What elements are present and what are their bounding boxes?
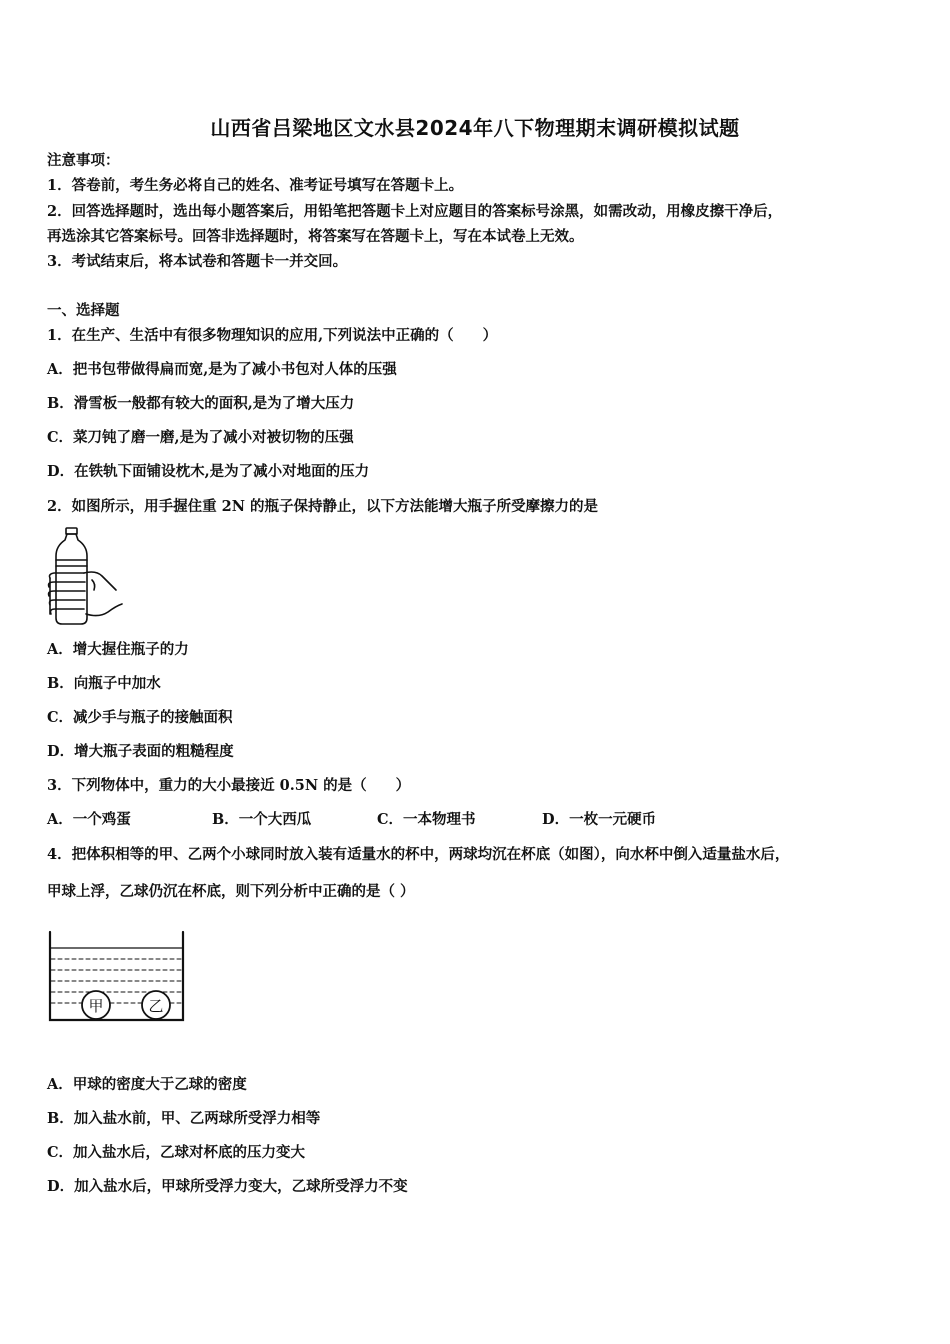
q3-stem: 3．下列物体中，重力的大小最接近 0.5N 的是（ ） bbox=[47, 777, 411, 794]
q3-option-d: D．一枚一元硬币 bbox=[542, 811, 657, 828]
q4-stem-line-2: 甲球上浮，乙球仍沉在杯底，则下列分析中正确的是（ ） bbox=[47, 883, 415, 900]
notice-heading: 注意事项： bbox=[47, 152, 120, 169]
q4-option-d: D．加入盐水后，甲球所受浮力变大，乙球所受浮力不变 bbox=[47, 1178, 408, 1195]
notice-item-2: 2．回答选择题时，选出每小题答案后，用铅笔把答题卡上对应题目的答案标号涂黑，如需改动，用橡皮擦干净后， bbox=[47, 203, 783, 220]
q3-option-c: C．一本物理书 bbox=[377, 811, 476, 828]
q1-option-d: D．在铁轨下面铺设枕木,是为了减小对地面的压力 bbox=[47, 463, 370, 480]
q2-option-b: B．向瓶子中加水 bbox=[47, 675, 161, 692]
q1-option-a: A．把书包带做得扁而宽,是为了减小书包对人体的压强 bbox=[47, 361, 397, 378]
exam-title: 山西省吕梁地区文水县2024年八下物理期末调研模拟试题 bbox=[210, 116, 740, 140]
q1-option-c: C．菜刀钝了磨一磨,是为了减小对被切物的压强 bbox=[47, 429, 354, 446]
q4-option-b: B．加入盐水前，甲、乙两球所受浮力相等 bbox=[47, 1110, 321, 1127]
cup-with-two-balls-figure bbox=[46, 930, 188, 1026]
q4-option-c: C．加入盐水后，乙球对杯底的压力变大 bbox=[47, 1144, 306, 1161]
q2-option-a: A．增大握住瓶子的力 bbox=[47, 641, 189, 658]
q3-option-a: A．一个鸡蛋 bbox=[47, 811, 131, 828]
hand-holding-bottle-figure bbox=[44, 526, 128, 628]
q2-option-c: C．减少手与瓶子的接触面积 bbox=[47, 709, 233, 726]
q4-option-a: A．甲球的密度大于乙球的密度 bbox=[47, 1076, 247, 1093]
section-heading: 一、选择题 bbox=[47, 302, 120, 319]
q3-option-b: B．一个大西瓜 bbox=[212, 811, 312, 828]
notice-item-1: 1．答卷前，考生务必将自己的姓名、准考证号填写在答题卡上。 bbox=[47, 177, 464, 194]
q4-stem-line-1: 4．把体积相等的甲、乙两个小球同时放入装有适量水的杯中，两球均沉在杯底（如图），向水杯中倒入适量盐水后， bbox=[47, 846, 790, 863]
ball-jia-label: 甲 bbox=[88, 997, 104, 1015]
q2-stem: 2．如图所示，用手握住重 2N 的瓶子保持静止，以下方法能增大瓶子所受摩擦力的是 bbox=[47, 498, 599, 515]
ball-yi-label: 乙 bbox=[148, 997, 164, 1015]
q1-stem: 1．在生产、生活中有很多物理知识的应用,下列说法中正确的（ ） bbox=[47, 327, 498, 344]
notice-item-2-cont: 再选涂其它答案标号。回答非选择题时，将答案写在答题卡上，写在本试卷上无效。 bbox=[47, 228, 584, 245]
q1-option-b: B．滑雪板一般都有较大的面积,是为了增大压力 bbox=[47, 395, 355, 412]
q3-options-row bbox=[47, 810, 907, 832]
notice-item-3: 3．考试结束后，将本试卷和答题卡一并交回。 bbox=[47, 253, 348, 270]
q2-option-d: D．增大瓶子表面的粗糙程度 bbox=[47, 743, 234, 760]
